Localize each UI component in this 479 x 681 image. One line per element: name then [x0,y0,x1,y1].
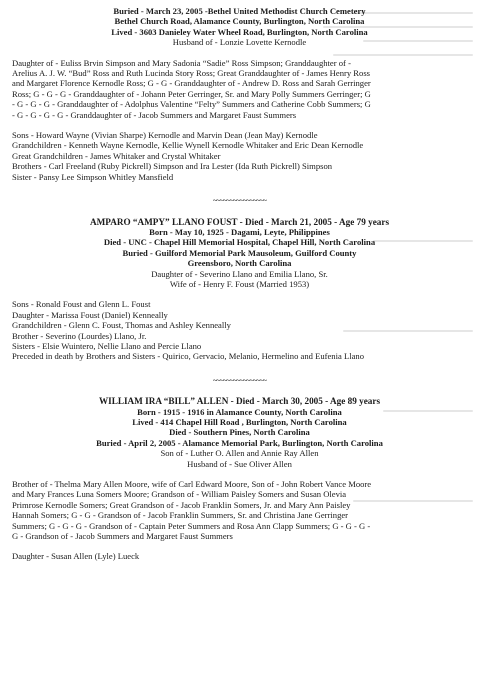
birth-line: Born - May 10, 1925 - Dagami, Leyte, Philippines [149,226,330,237]
obituary-entry-allen [12,396,467,562]
survivor-line: Brother - Severino (Lourdes) Llano, Jr. [12,330,147,341]
obituary-entry-foust [12,217,467,362]
burial-line: Buried - Guilford Memorial Park Mausoleum, Guilford County [122,247,357,258]
survivors-list [12,299,467,361]
burial-city-line: Greensboro, North Carolina [187,258,292,269]
survivor-line: Sisters - Elsie Wuintero, Nellie Llano and Percie Llano [12,340,202,351]
survivor-line: Daughter - Marissa Foust (Daniel) Kenneally [12,309,168,320]
burial-line: Buried - March 23, 2005 -Bethel United Methodist Church Cemetery [113,6,366,16]
survivor-line: Sister - Pansy Lee Simpson Whitley Mansfield [12,171,174,182]
spouse-line: Husband of - Lonzie Lovette Kernodle [172,37,307,48]
entry-header [12,217,467,269]
entry-header [12,396,467,448]
survivor-line: Great Grandchildren - James Whitaker and Crystal Whitaker [12,150,221,161]
death-line: Died - Southern Pines, North Carolina [169,427,310,438]
survivor-line: Grandchildren - Glenn C. Foust, Thomas and Ashley Kenneally [12,320,231,331]
burial-line: Buried - April 2, 2005 - Alamance Memorial Park, Burlington, North Carolina [96,437,383,448]
lineage-line: - G - G - G - Granddaughter of - Adolphus Valentine “Felty” Summers and Catherine Cobb Summers; G [12,99,371,110]
lineage-line: Brother of - Thelma Mary Allen Moore, wife of Carl Edward Moore, Son of - John Robert Vance Moore [12,479,372,490]
lineage-paragraph [12,58,467,120]
lineage-line: Summers; G - G - G - Grandson of - Captain Peter Summers and Rosa Ann Clapp Summers; G - G - G - [12,520,371,531]
parents-line: Son of - Luther O. Allen and Annie Ray Allen [160,448,319,459]
survivor-line: Sons - Ronald Foust and Glenn L. Foust [12,299,151,310]
residence-line: Lived - 3603 Danieley Water Wheel Road, Burlington, North Carolina [111,26,368,37]
lineage-line: - G - G - G - G - Granddaughter of - Jacob Summers and Margaret Faust Summers [12,109,297,120]
survivor-line: Grandchildren - Kenneth Wayne Kernodle, Kellie Wynell Kernodle Whitaker and Eric Dean Kernodle [12,140,364,151]
residence-line: Lived - 414 Chapel Hill Road , Burlington, North Carolina [132,417,347,427]
survivor-line: Sons - Howard Wayne (Vivian Sharpe) Kernodle and Marvin Dean (Jean May) Kernodle [12,130,318,141]
lineage-line: Arelius A. J. W. “Bud” Ross and Ruth Lucinda Story Ross; Great Granddaughter of - James Henry Ross [12,68,371,79]
parents-line: Daughter of - Severino Llano and Emilia Llano, Sr. [151,268,328,279]
lineage-line: G - Grandson of - Jacob Summers and Margaret Faust Summers [12,531,233,542]
birth-line: Born - 1915 - 1916 in Alamance County, North Carolina [137,406,342,417]
entry-title: WILLIAM IRA “BILL” ALLEN - Died - March 30, 2005 - Age 89 years [98,396,381,407]
death-line: Died - UNC - Chapel Hill Memorial Hospital, Chapel Hill, North Carolina [103,237,376,248]
lineage-line: Hannah Somers; G - G - Grandson of - Jacob Franklin Summers, Sr. and Christina Jane Gerringer [12,510,349,521]
survivor-line: Preceded in death by Brothers and Sisters - Quirico, Gervacio, Melanio, Hermelino and Eufenia Llano [12,351,364,362]
survivors-list [12,130,467,182]
lineage-line: Daughter of - Euliss Brvin Simpson and Mary Sadonia “Sadie” Ross Simpson; Granddaughter of - [12,57,351,68]
survivors-list [12,551,467,561]
spouse-line: Wife of - Henry F. Foust (Married 1953) [169,278,310,289]
survivor-line: Daughter - Susan Allen (Lyle) Lueck [12,551,140,562]
obituary-entry-kernodle [12,6,467,182]
section-divider: ~~~~~~~~~~~~~~~~ [212,375,267,385]
entry-title: AMPARO “AMPY” LLANO FOUST - Died - March 21, 2005 - Age 79 years [89,216,390,227]
lineage-line: and Margaret Florence Kernodle Ross; G - G - Granddaughter of - Andrew D. Ross and Sarah Gerringer [12,78,371,89]
survivor-line: Brothers - Carl Freeland (Ruby Pickrell) Simpson and Ira Lester (Ida Ruth Pickrell) Simpson [12,161,333,172]
section-divider: ~~~~~~~~~~~~~~~~ [212,196,267,206]
spouse-line: Husband of - Sue Oliver Allen [187,458,292,469]
lineage-line: Ross; G - G - G - Granddaughter of - Johann Peter Gerringer, Sr. and Mary Polly Summers Gerringer; G [12,88,371,99]
lineage-line: and Mary Frances Luna Somers Moore; Grandson of - William Paisley Somers and Susan Olevia [12,489,347,500]
entry-header [12,6,467,37]
lineage-paragraph [12,479,467,541]
lineage-line: Primrose Kernodle Somers; Great Grandson of - Jacob Franklin Somers, Jr. and Mary Ann Paisley [12,499,351,510]
burial-address-line: Bethel Church Road, Alamance County, Burlington, North Carolina [114,16,365,27]
